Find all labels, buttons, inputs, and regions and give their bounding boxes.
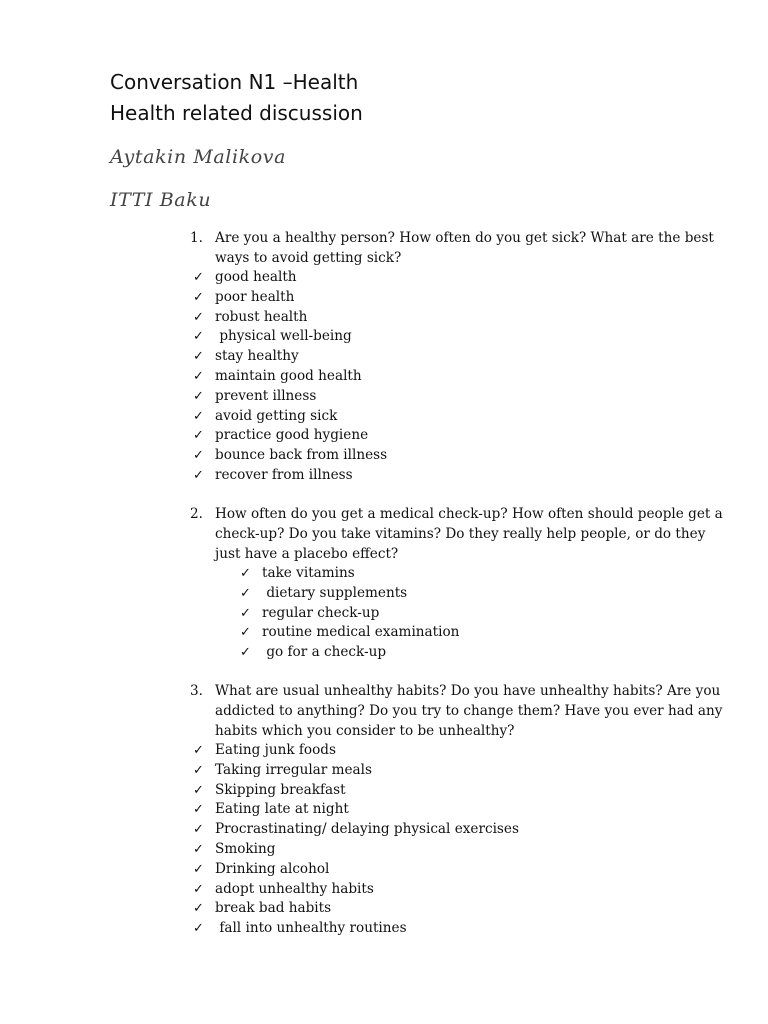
- checkmark-icon: ✓: [240, 585, 251, 601]
- question-number: 1.: [190, 230, 203, 246]
- checkmark-icon: ✓: [193, 467, 204, 483]
- checkmark-icon: ✓: [193, 309, 204, 325]
- checkmark-icon: ✓: [193, 881, 204, 897]
- question-text: Are you a healthy person? How often do you get sick? What are the best ways to avoid getting sick?: [215, 230, 714, 266]
- question-text: How often do you get a medical check-up? How often should people get a check-up? Do you take vitamins? Do they really help people, or do they just have a placebo effect?: [215, 506, 723, 562]
- list-item-text: Skipping breakfast: [215, 781, 346, 798]
- checkmark-icon: ✓: [193, 743, 204, 758]
- checkmark-icon: ✓: [240, 566, 251, 581]
- list-item-text: regular check-up: [262, 604, 380, 621]
- list-item-text: Drinking alcohol: [215, 860, 330, 877]
- question-2: [190, 505, 730, 564]
- list-item-text: Procrastinating/ delaying physical exercises: [215, 821, 519, 838]
- list-item-text: adopt unhealthy habits: [215, 880, 374, 897]
- list-item-text: poor health: [215, 288, 295, 305]
- document-subtitle: Health related discussion: [110, 101, 363, 125]
- checkmark-icon: ✓: [193, 368, 204, 384]
- list-item-text: physical well-being: [215, 328, 352, 345]
- document-title: Conversation N1 –Health: [110, 70, 359, 94]
- checkmark-icon: ✓: [240, 605, 251, 621]
- checkmark-icon: ✓: [193, 822, 204, 838]
- checkmark-icon: ✓: [193, 349, 204, 365]
- checkmark-icon: ✓: [193, 289, 204, 305]
- list-item-text: go for a check-up: [262, 644, 387, 661]
- list-item-text: break bad habits: [215, 900, 332, 917]
- list-item-text: practice good hygiene: [215, 427, 369, 444]
- list-item-text: Smoking: [215, 840, 276, 857]
- list-item-text: robust health: [215, 308, 308, 325]
- checkmark-icon: ✓: [193, 861, 204, 877]
- checkmark-icon: ✓: [193, 841, 204, 857]
- checkmark-icon: ✓: [193, 782, 204, 798]
- list-item-text: bounce back from illness: [215, 447, 388, 464]
- checkmark-icon: ✓: [193, 448, 204, 464]
- question-1: [190, 229, 730, 269]
- checkmark-icon: ✓: [193, 901, 204, 917]
- checkmark-icon: ✓: [240, 645, 251, 661]
- list-item-text: prevent illness: [215, 387, 317, 404]
- checkmark-icon: ✓: [193, 428, 204, 444]
- checkmark-icon: ✓: [240, 625, 251, 641]
- checkmark-icon: ✓: [193, 802, 204, 818]
- author-name: Aytakin Malikova: [110, 146, 287, 168]
- question-text: What are usual unhealthy habits? Do you have unhealthy habits? Are you addicted to anything? Do you try to change them? Have you ever had any habits which you consider to be unhealthy?: [215, 683, 723, 739]
- list-item-text: avoid getting sick: [215, 407, 338, 424]
- list-item-text: maintain good health: [215, 367, 362, 384]
- list-item-text: recover from illness: [215, 466, 353, 483]
- question-3: [190, 682, 730, 741]
- list-item-text: Eating late at night: [215, 801, 349, 818]
- list-item-text: take vitamins: [262, 565, 355, 581]
- checkmark-icon: ✓: [193, 388, 204, 404]
- list-item-text: Taking irregular meals: [215, 761, 372, 778]
- list-item-text: Eating junk foods: [215, 742, 336, 758]
- list-item-text: dietary supplements: [262, 584, 408, 601]
- question-number: 2.: [190, 506, 203, 522]
- list-item-text: stay healthy: [215, 348, 299, 365]
- checkmark-icon: ✓: [193, 329, 204, 345]
- list-item-text: fall into unhealthy routines: [215, 920, 407, 937]
- list-item-text: routine medical examination: [262, 624, 460, 641]
- checkmark-icon: ✓: [193, 762, 204, 778]
- list-item-text: good health: [215, 269, 297, 285]
- checkmark-icon: ✓: [193, 408, 204, 424]
- checkmark-icon: ✓: [193, 270, 204, 285]
- question-number: 3.: [190, 683, 203, 699]
- checkmark-icon: ✓: [193, 921, 204, 937]
- author-organization: ITTI Baku: [110, 189, 212, 211]
